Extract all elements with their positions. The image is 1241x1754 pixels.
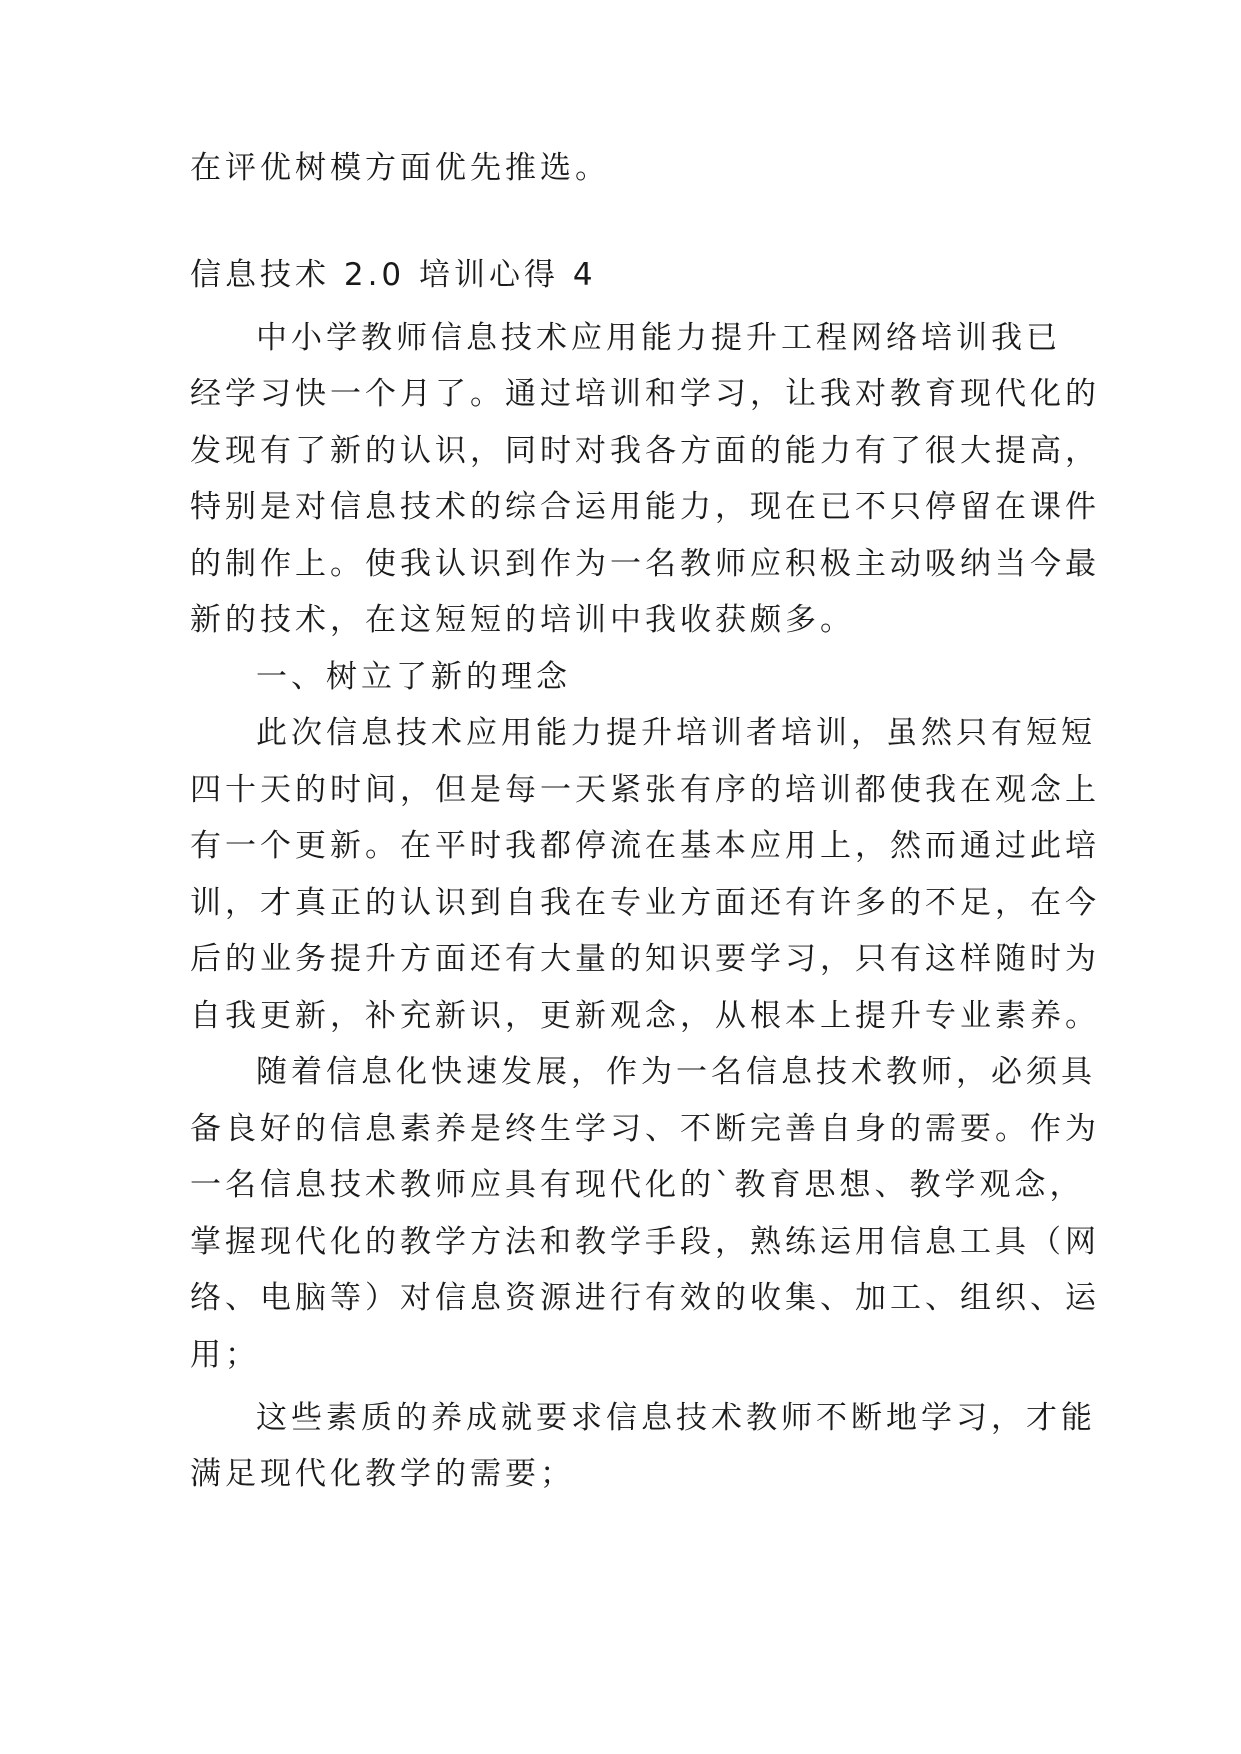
text-line-21: 用； xyxy=(190,1337,260,1373)
text-line-19: 掌握现代化的教学方法和教学手段，熟练运用信息工具（网 xyxy=(190,1224,1100,1260)
text-line-12: 有一个更新。在平时我都停流在基本应用上，然而通过此培 xyxy=(190,828,1100,864)
text-line-13: 训，才真正的认识到自我在专业方面还有许多的不足，在今 xyxy=(190,885,1100,921)
text-line-1: 在评优树模方面优先推选。 xyxy=(190,150,610,186)
text-line-22: 这些素质的养成就要求信息技术教师不断地学习，才能 xyxy=(256,1400,1096,1436)
text-line-16: 随着信息化快速发展，作为一名信息技术教师，必须具 xyxy=(256,1054,1096,1090)
text-line-17: 备良好的信息素养是终生学习、不断完善自身的需要。作为 xyxy=(190,1111,1100,1147)
text-line-11: 四十天的时间，但是每一天紧张有序的培训都使我在观念上 xyxy=(190,772,1100,808)
subheading-line: 一、树立了新的理念 xyxy=(256,659,571,695)
text-line-5: 发现有了新的认识，同时对我各方面的能力有了很大提高， xyxy=(190,433,1100,469)
text-line-10: 此次信息技术应用能力提升培训者培训，虽然只有短短 xyxy=(256,715,1096,751)
text-line-20: 络、电脑等）对信息资源进行有效的收集、加工、组织、运 xyxy=(190,1280,1100,1316)
section-heading: 信息技术 2.0 培训心得 4 xyxy=(190,257,597,293)
text-line-23: 满足现代化教学的需要； xyxy=(190,1456,575,1492)
text-line-6: 特别是对信息技术的综合运用能力，现在已不只停留在课件 xyxy=(190,489,1100,525)
text-line-8: 新的技术，在这短短的培训中我收获颇多。 xyxy=(190,602,855,638)
text-line-15: 自我更新，补充新识，更新观念，从根本上提升专业素养。 xyxy=(190,998,1100,1034)
text-line-4: 经学习快一个月了。通过培训和学习，让我对教育现代化的 xyxy=(190,376,1100,412)
text-line-3: 中小学教师信息技术应用能力提升工程网络培训我已 xyxy=(256,320,1061,356)
text-line-7: 的制作上。使我认识到作为一名教师应积极主动吸纳当今最 xyxy=(190,546,1100,582)
text-line-18: 一名信息技术教师应具有现代化的`教育思想、教学观念， xyxy=(190,1167,1085,1203)
text-line-14: 后的业务提升方面还有大量的知识要学习，只有这样随时为 xyxy=(190,941,1100,977)
